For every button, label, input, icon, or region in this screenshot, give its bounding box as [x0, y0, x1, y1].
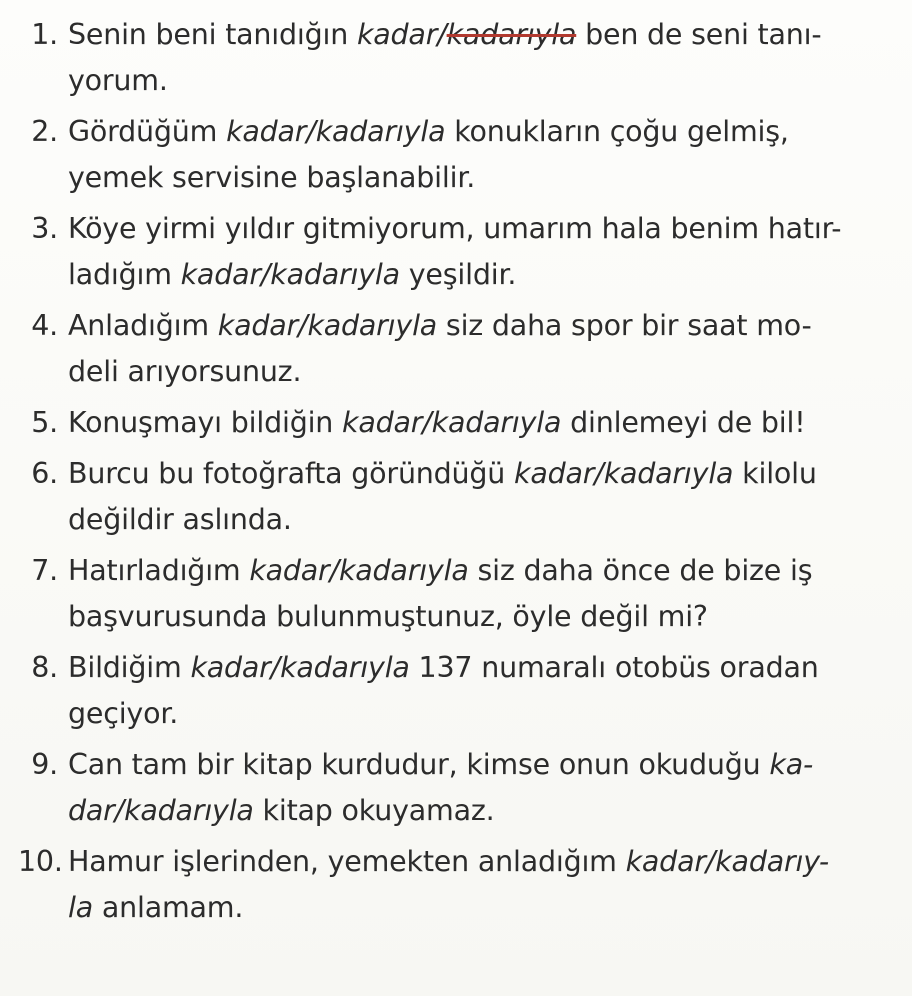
exercise-item: [18, 839, 898, 931]
item-number: 4.: [31, 309, 58, 342]
choice-options: kadar/kadarıyla: [342, 406, 562, 439]
exercise-item: [18, 12, 898, 104]
item-text: Hamur işlerinden, yemekten anladığım kadar/kadarıy- la anlamam.: [68, 845, 829, 924]
item-text: Gördüğüm kadar/kadarıyla konukların çoğu gelmiş, yemek servisine başlanabilir.: [68, 115, 789, 194]
item-number: 1.: [31, 18, 58, 51]
item-text: Can tam bir kitap kurdudur, kimse onun okuduğu ka- dar/kadarıyla kitap okuyamaz.: [68, 748, 814, 827]
item-number: 9.: [31, 748, 58, 781]
item-text: Hatırladığım kadar/kadarıyla siz daha önce de bize iş başvurusunda bulunmuştunuz, öyle değil mi?: [68, 554, 813, 633]
exercise-item: [18, 109, 898, 201]
struck-option: kadarıyla: [446, 18, 577, 51]
item-number: 5.: [31, 406, 58, 439]
exercise-item: [18, 451, 898, 543]
exercise-item: [18, 548, 898, 640]
item-number: 8.: [31, 651, 58, 684]
choice-options: kadar/kadarıyla: [217, 309, 438, 342]
item-number: 2.: [31, 115, 58, 148]
item-text: Senin beni tanıdığın kadar/kadarıyla ben de seni tanı- yorum.: [68, 18, 822, 97]
item-number: 6.: [31, 457, 58, 490]
item-number: 3.: [31, 212, 58, 245]
choice-options: la: [68, 891, 93, 924]
choice-options: kadar/kadarıyla: [249, 554, 469, 587]
choice-options: kadar/kadarıy-: [625, 845, 829, 878]
exercise-item: [18, 742, 898, 834]
exercise-item: [18, 400, 898, 446]
exercise-item: [18, 206, 898, 298]
exercise-list: [18, 12, 898, 936]
choice-options: kadar/kadarıyla: [190, 651, 410, 684]
choice-options: kadar/kadarıyla: [514, 457, 734, 490]
choice-options: kadar/kadarıyla: [226, 115, 446, 148]
choice-options: dar/kadarıyla: [68, 794, 254, 827]
choice-options: ka-: [769, 748, 814, 781]
exercise-item: [18, 645, 898, 737]
option-kadar: kadar: [356, 18, 438, 51]
item-text: Anladığım kadar/kadarıyla siz daha spor bir saat mo- deli arıyorsunuz.: [68, 309, 812, 388]
exercise-item: [18, 303, 898, 395]
item-number: 10.: [18, 845, 63, 878]
item-text: Bildiğim kadar/kadarıyla 137 numaralı otobüs oradan geçiyor.: [68, 651, 819, 730]
item-text: Burcu bu fotoğrafta göründüğü kadar/kadarıyla kilolu değildir aslında.: [68, 457, 817, 536]
choice-options: kadar/kadarıyla: [180, 258, 400, 291]
item-number: 7.: [31, 554, 58, 587]
item-text: Konuşmayı bildiğin kadar/kadarıyla dinlemeyi de bil!: [68, 406, 806, 439]
item-text: Köye yirmi yıldır gitmiyorum, umarım hala benim hatır- ladığım kadar/kadarıyla yeşildir.: [68, 212, 842, 291]
